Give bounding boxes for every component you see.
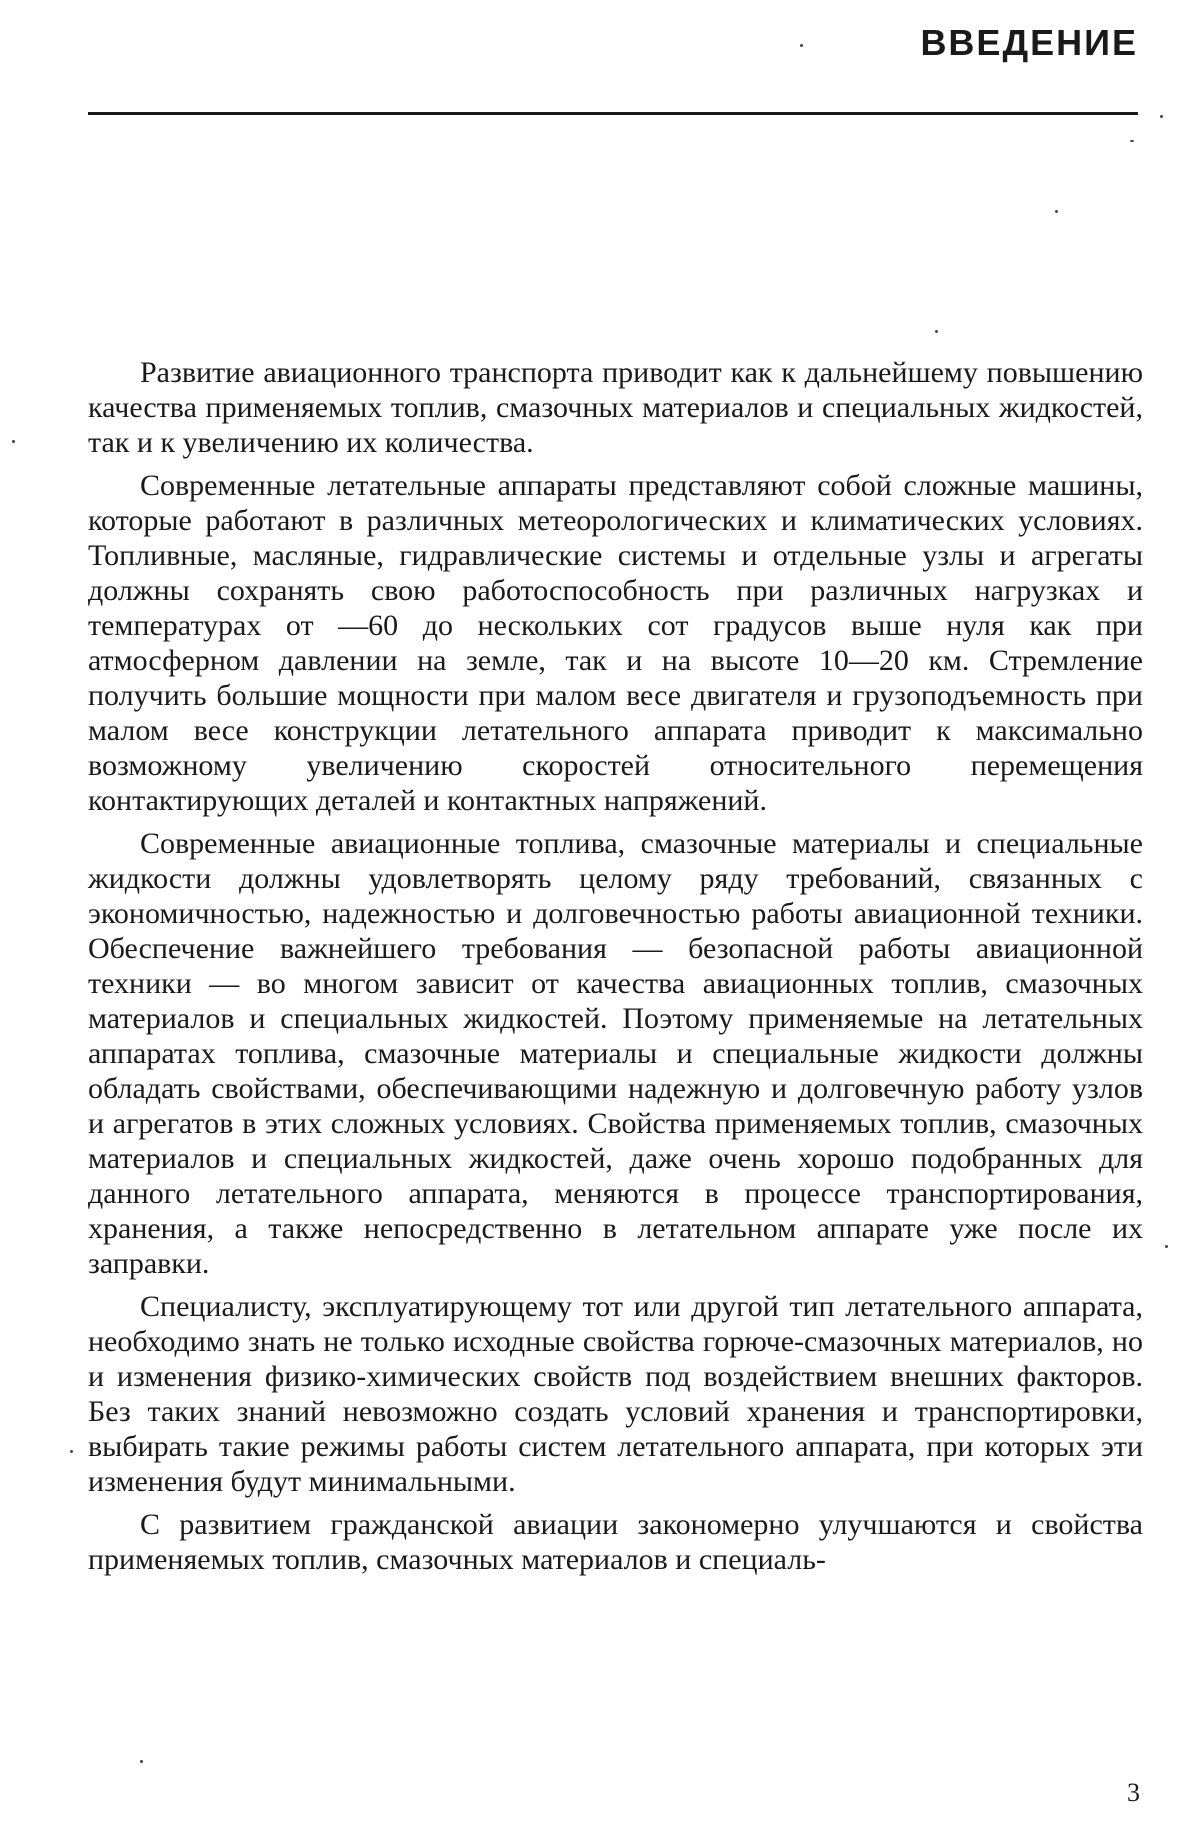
scan-speck xyxy=(1160,115,1163,118)
scan-speck xyxy=(1165,1245,1168,1248)
paragraph: Специалисту, эксплуатирующему тот или другой тип летательного аппарата, необходимо знать не только исходные свойства горюче-смазочных материалов, но и изменения физико-химических свойств под воздействием внешних факторов. Без таких знаний невозможно создать условий хранения и транспортировки, выбирать такие режимы работы систем летательного аппарата, при которых эти изменения будут минимальными. xyxy=(88,1290,1143,1498)
chapter-title: ВВЕДЕНИЕ xyxy=(920,22,1138,63)
scan-speck xyxy=(1130,140,1134,142)
scan-speck xyxy=(140,1760,143,1763)
header-rule xyxy=(88,112,1138,115)
paragraph: Современные летательные аппараты представляют собой сложные машины, которые работают в различных метеорологических и климатических условиях. Топливные, масляные, гидравлические системы и отдельные узлы и агрегаты должны сохранять свою работоспособность при различных нагрузках и температурах от —60 до нескольких сот градусов выше нуля как при атмосферном давлении на земле, так и на высоте 10—20 км. Стремление получить большие мощности при малом весе двигателя и грузоподъемность при малом весе конструкции летательного аппарата приводит к максимально возможному увеличению скоростей относительного перемещения контактирующих деталей и контактных напряжений. xyxy=(88,469,1143,817)
scan-speck xyxy=(1055,210,1058,213)
scan-speck xyxy=(935,330,938,333)
paragraph: Развитие авиационного транспорта приводит как к дальнейшему повышению качества применяемых топлив, смазочных материалов и специальных жидкостей, так и к увеличению их количества. xyxy=(88,356,1143,459)
scan-speck xyxy=(12,440,15,443)
page-number: 3 xyxy=(1127,1778,1140,1807)
scan-speck xyxy=(70,1450,73,1453)
paragraph: С развитием гражданской авиации закономерно улучшаются и свойства применяемых топлив, смазочных материалов и специаль- xyxy=(88,1508,1143,1576)
paragraph: Современные авиационные топлива, смазочные материалы и специальные жидкости должны удовлетворять целому ряду требований, связанных с экономичностью, надежностью и долговечностью работы авиационной техники. Обеспечение важнейшего требования — безопасной работы авиационной техники — во многом зависит от качества авиационных топлив, смазочных материалов и специальных жидкостей. Поэтому применяемые на летательных аппаратах топлива, смазочные материалы и специальные жидкости должны обладать свойствами, обеспечивающими надежную и долговечную работу узлов и агрегатов в этих сложных условиях. Свойства применяемых топлив, смазочных материалов и специальных жидкостей, даже очень хорошо подобранных для данного летательного аппарата, меняются в процессе транспортирования, хранения, а также непосредственно в летательном аппарате уже после их заправки. xyxy=(88,827,1143,1280)
body-text xyxy=(88,355,1143,1585)
scan-speck xyxy=(800,44,803,47)
